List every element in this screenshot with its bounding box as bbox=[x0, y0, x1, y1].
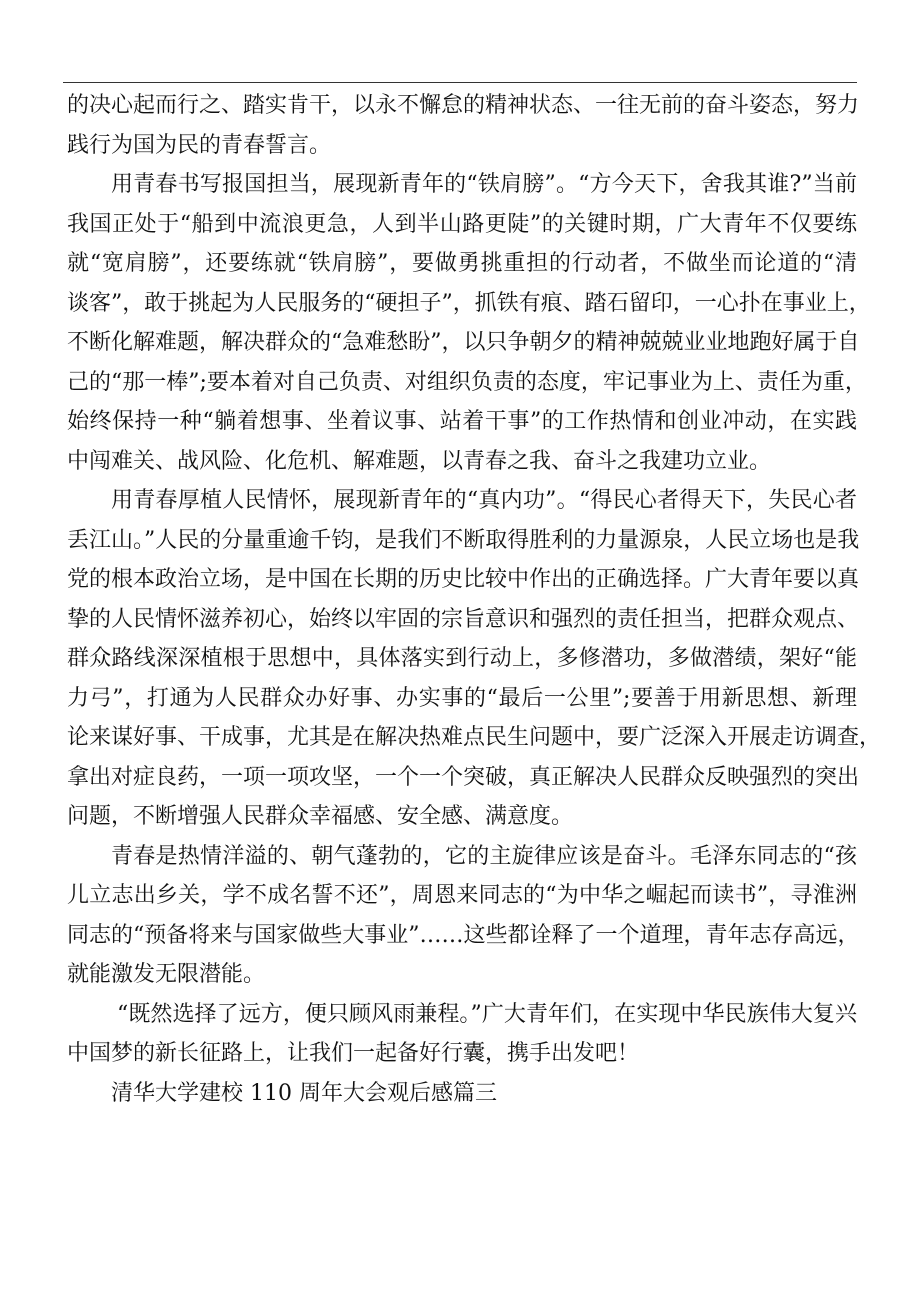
text-line: 力弓”，打通为人民群众办好事、办实事的“最后一公里”;要善于用新思想、新理 bbox=[67, 685, 857, 711]
text-line: 我国正处于“船到中流浪更急，人到半山路更陡”的关键时期，广大青年不仅要练 bbox=[67, 211, 857, 237]
text-line: 谈客”，敢于挑起为人民服务的“硬担子”，抓铁有痕、踏石留印，一心扑在事业上， bbox=[67, 290, 871, 316]
header-rule bbox=[63, 82, 857, 83]
text-line: 拿出对症良药，一项一项攻坚，一个一个突破，真正解决人民群众反映强烈的突出 bbox=[67, 764, 860, 790]
text-line: 己的“那一棒”;要本着对自己负责、对组织负责的态度，牢记事业为上、责任为重， bbox=[67, 369, 867, 395]
paragraph-start-line: 青春是热情洋溢的、朝气蓬勃的，它的主旋律应该是奋斗。毛泽东同志的“孩 bbox=[111, 843, 857, 869]
paragraph-start-line: “既然选择了远方，便只顾风雨兼程。”广大青年们，在实现中华民族伟大复兴 bbox=[117, 1001, 857, 1027]
text-line: 中国梦的新长征路上，让我们一起备好行囊，携手出发吧！ bbox=[67, 1041, 640, 1066]
text-line: 就能激发无限潜能。 bbox=[67, 962, 266, 987]
text-line: 就“宽肩膀”，还要练就“铁肩膀”，要做勇挑重担的行动者，不做坐而论道的“清 bbox=[67, 251, 857, 276]
text-line: 问题，不断增强人民群众幸福感、安全感、满意度。 bbox=[67, 804, 574, 829]
text-line: 论来谋好事、干成事，尤其是在解决热难点民生问题中，要广泛深入开展走访调查， bbox=[67, 725, 882, 750]
text-line: 的决心起而行之、踏实肯干，以永不懈怠的精神状态、一往无前的奋斗姿态，努力 bbox=[67, 93, 860, 118]
text-line: 群众路线深深植根于思想中，具体落实到行动上，多修潜功，多做潜绩，架好“能 bbox=[67, 646, 857, 671]
text-line: 不断化解难题，解决群众的“急难愁盼”，以只争朝夕的精神兢兢业业地跑好属于自 bbox=[67, 330, 860, 355]
paragraph-start-line: 用青春厚植人民情怀，展现新青年的“真内功”。“得民心者得天下，失民心者 bbox=[111, 488, 857, 513]
paragraph-start-line: 用青春书写报国担当，展现新青年的“铁肩膀”。“方今天下，舍我其谁?”当前 bbox=[111, 172, 857, 197]
text-line: 践行为国为民的青春誓言。 bbox=[67, 132, 332, 158]
text-line: 中闯难关、战风险、化危机、解难题，以青春之我、奋斗之我建功立业。 bbox=[67, 448, 772, 474]
text-line: 挚的人民情怀滋养初心，始终以牢固的宗旨意识和强烈的责任担当，把群众观点、 bbox=[67, 606, 860, 632]
text-line: 始终保持一种“躺着想事、坐着议事、站着干事”的工作热情和创业冲动，在实践 bbox=[67, 409, 857, 434]
document-body bbox=[67, 86, 882, 1113]
text-line: 儿立志出乡关，学不成名誓不还”，周恩来同志的“为中华之崛起而读书”，寻淮洲 bbox=[67, 883, 857, 908]
section-heading: 清华大学建校 110 周年大会观后感篇三 bbox=[111, 1080, 497, 1106]
text-line: 同志的“预备将来与国家做些大事业”……这些都诠释了一个道理，青年志存高远， bbox=[67, 922, 860, 948]
text-line: 党的根本政治立场，是中国在长期的历史比较中作出的正确选择。广大青年要以真 bbox=[67, 567, 860, 592]
text-line: 丢江山。”人民的分量重逾千钧，是我们不断取得胜利的力量源泉，人民立场也是我 bbox=[67, 527, 860, 553]
